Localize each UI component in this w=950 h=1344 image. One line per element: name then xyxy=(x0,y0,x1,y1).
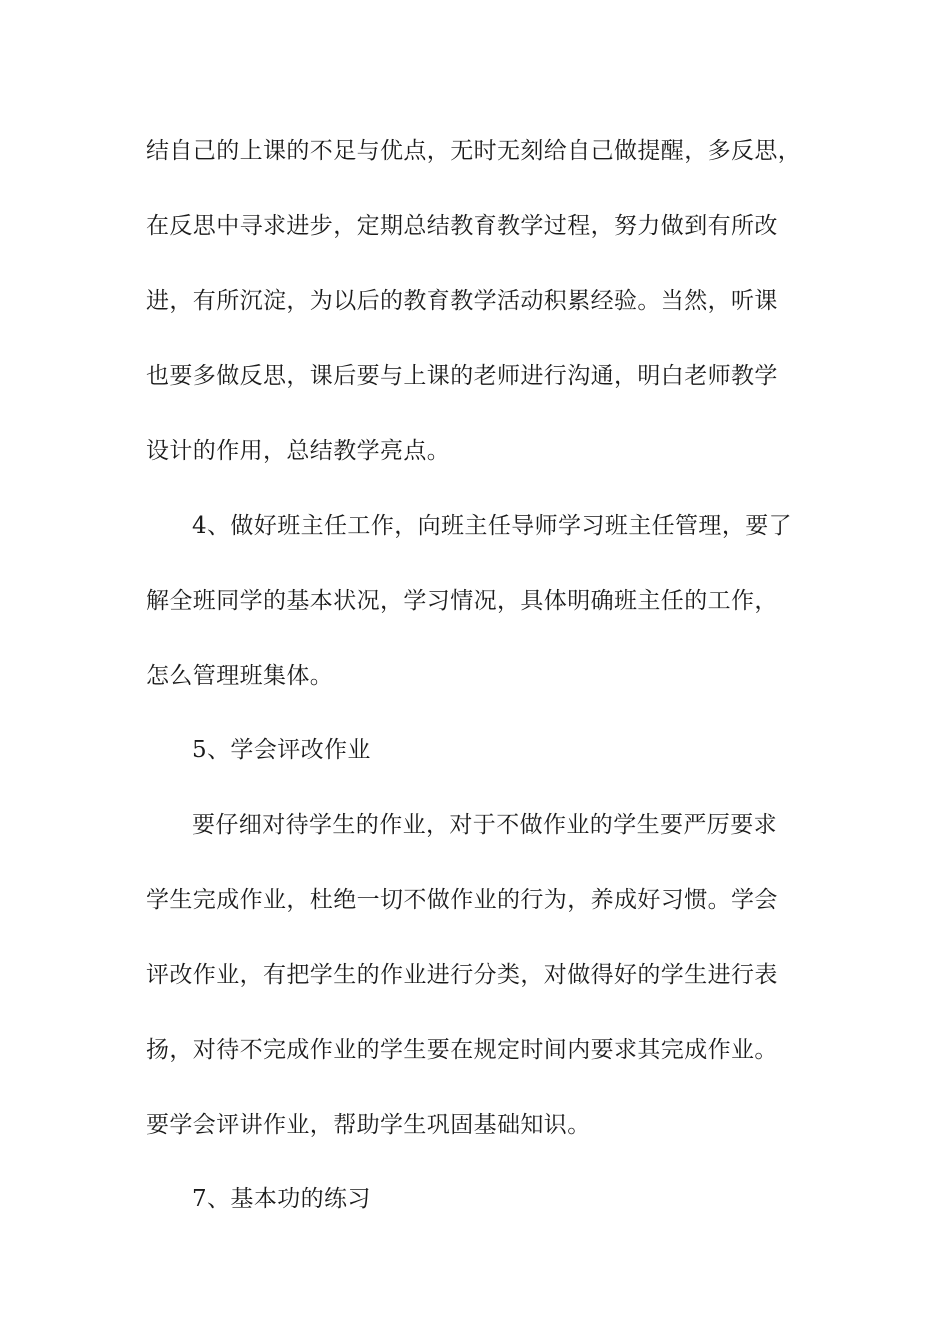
section-heading-5: 5、学会评改作业 xyxy=(192,737,371,763)
text-line: 结自己的上课的不足与优点，无时无刻给自己做提醒，多反思， xyxy=(146,138,802,164)
text-line: 扬，对待不完成作业的学生要在规定时间内要求其完成作业。 xyxy=(146,1037,778,1063)
text-line: 设计的作用，总结教学亮点。 xyxy=(146,438,451,464)
text-line: 怎么管理班集体。 xyxy=(146,663,334,689)
paragraph-start: 要仔细对待学生的作业，对于不做作业的学生要严厉要求 xyxy=(192,812,777,838)
text-line: 学生完成作业，杜绝一切不做作业的行为，养成好习惯。学会 xyxy=(146,887,778,913)
text-line: 也要多做反思，课后要与上课的老师进行沟通，明白老师教学 xyxy=(146,363,778,389)
text-line: 在反思中寻求进步，定期总结教育教学过程，努力做到有所改 xyxy=(146,213,778,239)
text-line: 评改作业，有把学生的作业进行分类，对做得好的学生进行表 xyxy=(146,962,778,988)
section-heading-4: 4、做好班主任工作，向班主任导师学习班主任管理，要了 xyxy=(192,513,793,539)
section-heading-7: 7、基本功的练习 xyxy=(192,1186,371,1212)
text-line: 进，有所沉淀，为以后的教育教学活动积累经验。当然，听课 xyxy=(146,288,778,314)
text-line: 要学会评讲作业，帮助学生巩固基础知识。 xyxy=(146,1112,591,1138)
text-line: 解全班同学的基本状况，学习情况，具体明确班主任的工作， xyxy=(146,588,778,614)
